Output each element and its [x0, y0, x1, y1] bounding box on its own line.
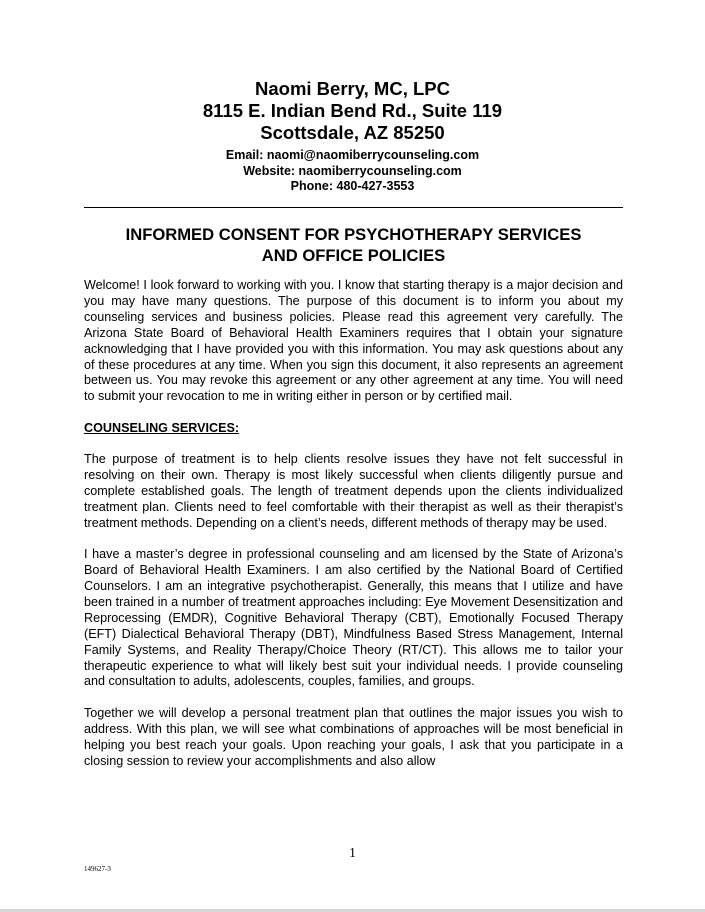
document-body — [84, 278, 623, 769]
title-line-1: INFORMED CONSENT FOR PSYCHOTHERAPY SERVICES — [125, 225, 582, 244]
phone-line: Phone: 480-427-3553 — [290, 179, 415, 193]
body-paragraph-1: The purpose of treatment is to help clients resolve issues they have not felt successful in resolving on their own. Therapy is most likely successful when clients diligently pursue and complete established goals. The length of treatment depends upon the clients individualized treatment plan. Clients need to feel comfortable with their therapist as well as their therapist’s treatment methods. Depending on a client’s needs, different methods of therapy may be used. — [84, 452, 623, 530]
section-heading-counseling-services: COUNSELING SERVICES: — [84, 420, 240, 435]
title-line-2: AND OFFICE POLICIES — [261, 246, 446, 265]
letterhead — [0, 78, 705, 195]
practitioner-name: Naomi Berry, MC, LPC — [255, 78, 450, 99]
email-line: Email: naomi@naomiberrycounseling.com — [225, 148, 480, 162]
page-number: 1 — [349, 845, 356, 860]
website-line: Website: naomiberrycounseling.com — [243, 163, 462, 178]
intro-paragraph: Welcome! I look forward to working with you. I know that starting therapy is a major decision and you may have many questions. The purpose of this document is to inform you about my counseling services and business policies. Please read this agreement very carefully. The Arizona State Board of Behavioral Health Examiners requires that I obtain your signature acknowledging that I have provided you with this information. You may ask questions about any of these procedures at any time. When you sign this document, it also represents an agreement between us. You may revoke this agreement or any other agreement at any time. You will need to submit your revocation to me in writing either in person or by certified mail. — [84, 278, 623, 404]
body-paragraph-2: I have a master’s degree in professional counseling and am licensed by the State of Arizona’s Board of Behavioral Health Examiners. I am also certified by the National Board of Certified Counselors. I am an integrative psychotherapist. Generally, this means that I utilize and have been trained in a number of treatment approaches including: Eye Movement Desensitization and Reprocessing (EMDR), Cognitive Behavioral Therapy (CBT), Emotionally Focused Therapy (EFT) Dialectical Behavioral Therapy (DBT), Mindfulness Based Stress Management, Internal Family Systems, and Reality Therapy/Choice Theory (RT/CT). This allows me to tailor your therapeutic experience to what will likely best suit your individual needs. I provide counseling and consultation to adults, adolescents, couples, families, and groups. — [84, 547, 623, 689]
address-line-1: 8115 E. Indian Bend Rd., Suite 119 — [202, 100, 503, 121]
document-id: 149627-3 — [84, 865, 111, 873]
document-title — [84, 224, 623, 266]
body-paragraph-3: Together we will develop a personal treatment plan that outlines the major issues you wish to address. With this plan, we will see what combinations of approaches will be most beneficial in helping you best reach your goals. Upon reaching your goals, I ask that you participate in a closing session to review your accomplishments and also allow — [84, 705, 623, 768]
header-divider — [84, 207, 623, 208]
address-line-2: Scottsdale, AZ 85250 — [260, 122, 445, 143]
